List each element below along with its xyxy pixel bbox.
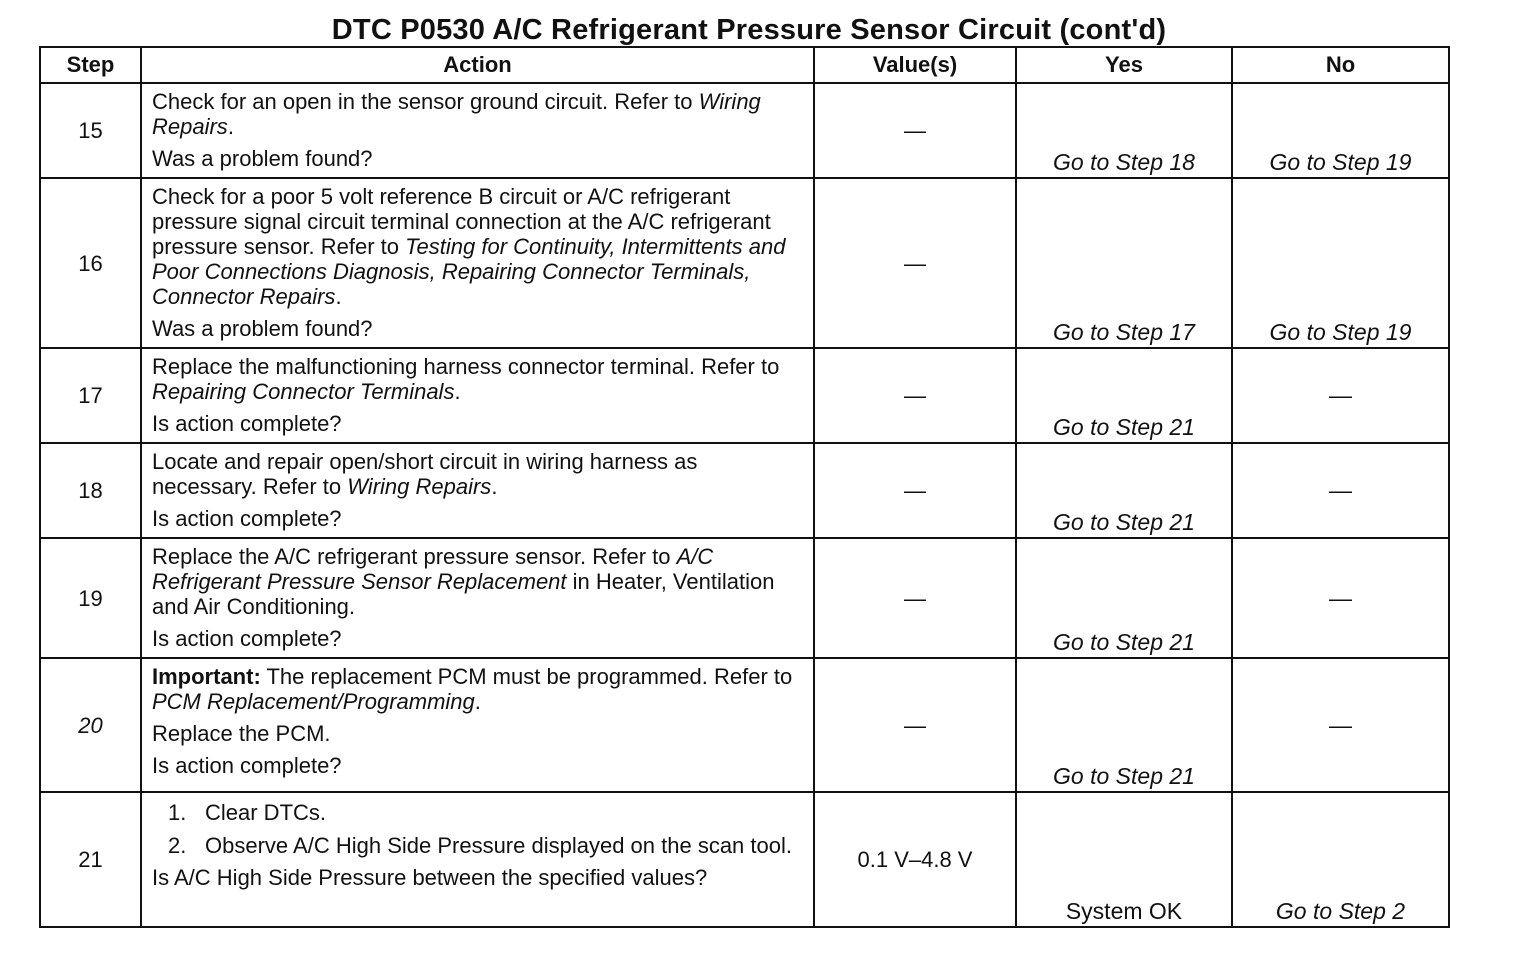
no-cell: Go to Step 19 <box>1232 83 1449 178</box>
action-question: Is action complete? <box>152 506 342 531</box>
action-cell <box>141 83 814 178</box>
no-cell: Go to Step 19 <box>1232 178 1449 348</box>
header-action: Action <box>141 47 814 83</box>
value-cell: — <box>814 658 1016 792</box>
action-question: Is action complete? <box>152 626 342 651</box>
header-no: No <box>1232 47 1449 83</box>
action-text <box>152 449 803 499</box>
action-question: Is A/C High Side Pressure between the specified values? <box>152 865 708 890</box>
header-yes: Yes <box>1016 47 1232 83</box>
action-cell <box>141 658 814 792</box>
yes-cell: Go to Step 21 <box>1016 348 1232 443</box>
action-text-part: in Heater, Ventilation and Air Conditioning. <box>152 569 775 619</box>
value-cell: 0.1 V–4.8 V <box>814 792 1016 927</box>
action-text-part: Check for a poor 5 volt reference B circuit or A/C refrigerant pressure signal circuit terminal connection at the A/C refrigerant pressure sensor. Refer to <box>152 184 771 259</box>
yes-cell: Go to Step 21 <box>1016 443 1232 538</box>
yes-cell: Go to Step 18 <box>1016 83 1232 178</box>
step-number: 17 <box>40 348 141 443</box>
list-text: Observe A/C High Side Pressure displayed on the scan tool. <box>205 833 792 858</box>
action-text-part: . <box>454 379 461 404</box>
action-question: Was a problem found? <box>152 146 373 171</box>
action-text-part: . <box>474 689 481 714</box>
action-text-part: The replacement PCM must be programmed. Refer to <box>260 664 793 689</box>
action-text <box>152 184 803 309</box>
important-label: Important: <box>152 664 261 689</box>
value-cell: — <box>814 348 1016 443</box>
yes-cell: Go to Step 17 <box>1016 178 1232 348</box>
value-cell: — <box>814 443 1016 538</box>
action-question: Is action complete? <box>152 411 342 436</box>
action-reference: Wiring Repairs <box>152 89 761 139</box>
yes-cell: System OK <box>1016 792 1232 927</box>
table-row <box>40 443 1449 538</box>
step-number: 16 <box>40 178 141 348</box>
table-row <box>40 658 1449 792</box>
yes-cell: Go to Step 21 <box>1016 538 1232 658</box>
action-text <box>152 664 803 714</box>
header-row <box>40 47 1449 83</box>
action-text-part: . <box>227 114 234 139</box>
action-reference: A/C Refrigerant Pressure Sensor Replacement <box>152 544 714 594</box>
action-question: Is action complete? <box>152 753 342 778</box>
action-text-part: Check for an open in the sensor ground circuit. Refer to <box>152 89 699 114</box>
action-reference: PCM Replacement/Programming <box>152 689 475 714</box>
action-question: Was a problem found? <box>152 316 373 341</box>
step-number: 20 <box>40 658 141 792</box>
yes-cell: Go to Step 21 <box>1016 658 1232 792</box>
action-cell <box>141 178 814 348</box>
table-row <box>40 538 1449 658</box>
diagnostic-table <box>39 46 1450 928</box>
table-row <box>40 83 1449 178</box>
action-text <box>152 89 803 139</box>
action-text <box>152 544 803 619</box>
action-cell <box>141 348 814 443</box>
action-cell <box>141 538 814 658</box>
list-item <box>168 800 803 825</box>
value-cell: — <box>814 178 1016 348</box>
list-number: 2. <box>168 833 187 858</box>
header-step: Step <box>40 47 141 83</box>
action-cell <box>141 443 814 538</box>
no-cell: Go to Step 2 <box>1232 792 1449 927</box>
action-text-part: Replace the A/C refrigerant pressure sensor. Refer to <box>152 544 677 569</box>
step-number: 18 <box>40 443 141 538</box>
action-reference: Repairing Connector Terminals <box>152 379 455 404</box>
action-text-part: Locate and repair open/short circuit in wiring harness as necessary. Refer to <box>152 449 698 499</box>
table-row <box>40 348 1449 443</box>
action-text-part: . <box>491 474 498 499</box>
table-row <box>40 792 1449 927</box>
action-reference: Wiring Repairs <box>347 474 492 499</box>
no-cell: — <box>1232 658 1449 792</box>
list-item <box>168 833 803 858</box>
action-extra-line: Replace the PCM. <box>152 721 331 746</box>
no-cell: — <box>1232 348 1449 443</box>
action-reference: Testing for Continuity, Intermittents and Poor Connections Diagnosis, Repairing Connector Terminals, Connector Repairs <box>152 234 786 309</box>
page-title: DTC P0530 A/C Refrigerant Pressure Sensor Circuit (cont'd) <box>331 14 1167 46</box>
action-cell <box>141 792 814 927</box>
step-number: 19 <box>40 538 141 658</box>
action-text <box>152 354 803 404</box>
header-values: Value(s) <box>814 47 1016 83</box>
step-number: 21 <box>40 792 141 927</box>
value-cell: — <box>814 83 1016 178</box>
value-cell: — <box>814 538 1016 658</box>
no-cell: — <box>1232 443 1449 538</box>
action-text-part: Replace the malfunctioning harness connector terminal. Refer to <box>152 354 780 379</box>
no-cell: — <box>1232 538 1449 658</box>
list-text: Clear DTCs. <box>205 800 327 825</box>
action-text-part: . <box>335 284 342 309</box>
list-number: 1. <box>168 800 187 825</box>
table-row <box>40 178 1449 348</box>
step-number: 15 <box>40 83 141 178</box>
